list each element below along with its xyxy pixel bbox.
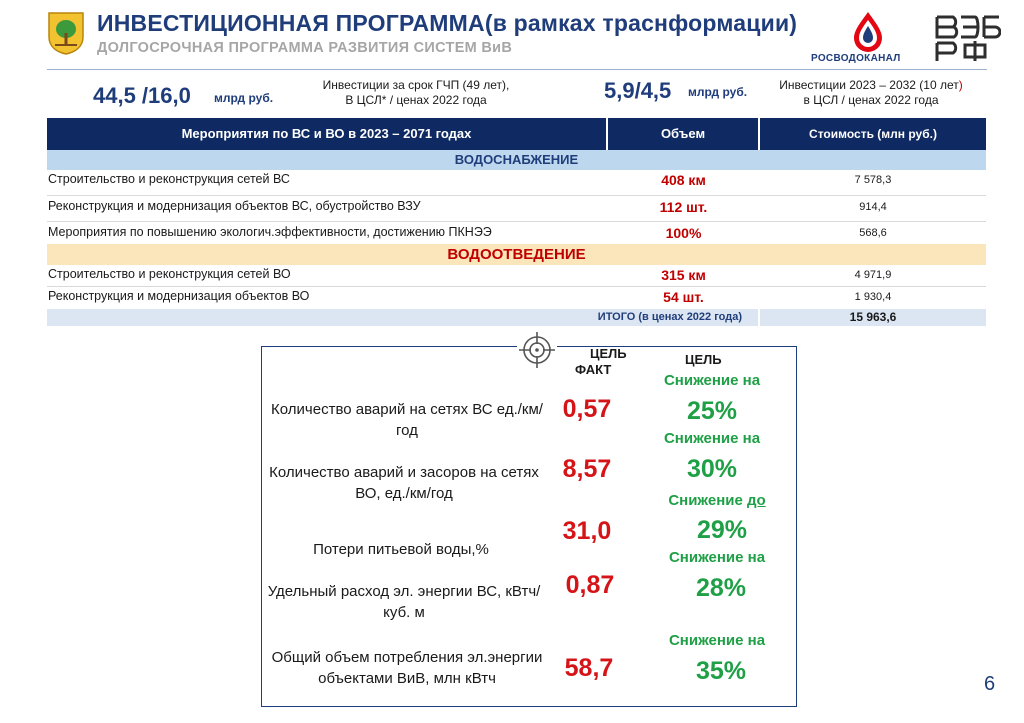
section-wastewater: ВОДООТВЕДЕНИЕ xyxy=(47,244,986,265)
total-label: ИТОГО (в ценах 2022 года) xyxy=(597,311,742,323)
row-name: Строительство и реконструкция сетей ВО xyxy=(48,267,291,281)
header-volume: Объем xyxy=(660,126,706,141)
page-title: ИНВЕСТИЦИОННАЯ ПРОГРАММА(в рамках траснформации) xyxy=(97,10,798,36)
row-name: Реконструкция и модернизация объектов ВС, обустройство ВЗУ xyxy=(48,199,421,213)
table-row xyxy=(47,199,986,222)
table-header xyxy=(47,118,986,150)
indicator-goal: 30% xyxy=(686,455,738,483)
city-emblem-icon xyxy=(47,11,85,55)
summary-right-value: 5,9/4,5 xyxy=(604,78,672,103)
table-total-row xyxy=(47,309,986,326)
page-number: 6 xyxy=(984,673,996,695)
row-cost: 568,6 xyxy=(859,227,887,239)
row-cost: 914,4 xyxy=(859,201,887,213)
summary-right-unit: млрд руб. xyxy=(688,85,748,99)
indicator-goal: 28% xyxy=(695,574,747,602)
header-goal-2: ЦЕЛЬ xyxy=(685,352,722,367)
summary-left-unit: млрд руб. xyxy=(214,91,274,105)
row-name: Строительство и реконструкция сетей ВС xyxy=(48,172,290,186)
indicator-fact: 8,57 xyxy=(562,455,612,483)
table-row xyxy=(47,172,986,195)
row-name: Реконструкция и модернизация объектов ВО xyxy=(48,289,310,303)
indicator-fact: 0,57 xyxy=(562,395,612,423)
row-name: Мероприятия по повышению экологич.эффективности, достижению ПКНЭЭ xyxy=(48,225,492,239)
total-value: 15 963,6 xyxy=(849,310,897,324)
indicator-goal: 29% xyxy=(696,516,748,544)
indicator-name: Количество аварий на сетях ВС ед./км/год xyxy=(271,401,543,439)
indicator-name: Потери питьевой воды,% xyxy=(313,541,489,558)
row-volume: 54 шт. xyxy=(663,289,704,305)
row-volume: 315 км xyxy=(661,267,706,283)
row-volume: 112 шт. xyxy=(659,199,708,215)
indicator-goal-label: Снижение на xyxy=(663,430,761,447)
indicator-goal-label: Снижение до xyxy=(668,492,766,509)
target-icon xyxy=(517,330,557,370)
row-volume: 100% xyxy=(665,225,702,241)
header-cost: Стоимость (млн руб.) xyxy=(809,127,937,141)
row-cost: 7 578,3 xyxy=(854,174,892,186)
indicator-goal-label: Снижение на xyxy=(663,372,761,389)
indicator-goal-label: Снижение на xyxy=(668,549,766,566)
header-measures: Мероприятия по ВС и ВО в 2023 – 2071 годах xyxy=(181,126,472,141)
indicator-goal: 25% xyxy=(686,397,738,425)
indicator-goal: 35% xyxy=(695,657,747,685)
header-fact: ФАКТ xyxy=(575,362,612,377)
section-water-supply: ВОДОСНАБЖЕНИЕ xyxy=(47,150,986,170)
row-divider xyxy=(47,286,986,287)
indicator-name: Количество аварий и засоров на сетях ВО, ед./км/год xyxy=(269,464,539,502)
indicator-fact: 0,87 xyxy=(565,571,615,599)
summary-left-value: 44,5 /16,0 xyxy=(93,83,191,108)
summary-right-note: Инвестиции 2023 – 2032 (10 лет) в ЦСЛ / ценах 2022 года xyxy=(779,78,963,107)
indicator-fact: 58,7 xyxy=(564,654,614,682)
row-divider xyxy=(47,221,986,222)
row-cost: 4 971,9 xyxy=(854,269,892,281)
page-subtitle: ДОЛГОСРОЧНАЯ ПРОГРАММА РАЗВИТИЯ СИСТЕМ ВиВ xyxy=(97,40,513,56)
indicator-name: Общий объем потребления эл.энергии объектами ВиВ, млн кВтч xyxy=(271,649,543,687)
header-divider xyxy=(47,69,987,70)
rosvodokanal-name: РОСВОДОКАНАЛ xyxy=(811,53,901,64)
indicator-name: Удельный расход эл. энергии ВС, кВтч/куб. м xyxy=(267,583,541,621)
header-goal-fact-1: ЦЕЛЬ xyxy=(590,346,627,361)
row-divider xyxy=(47,195,986,196)
veb-rf-logo xyxy=(935,13,1001,63)
summary-left-note: Инвестиции за срок ГЧП (49 лет), В ЦСЛ* / ценах 2022 года xyxy=(322,78,510,107)
row-cost: 1 930,4 xyxy=(854,291,892,303)
indicator-fact: 31,0 xyxy=(562,517,612,545)
indicator-goal-label: Снижение на xyxy=(668,632,766,649)
row-volume: 408 км xyxy=(661,172,706,188)
